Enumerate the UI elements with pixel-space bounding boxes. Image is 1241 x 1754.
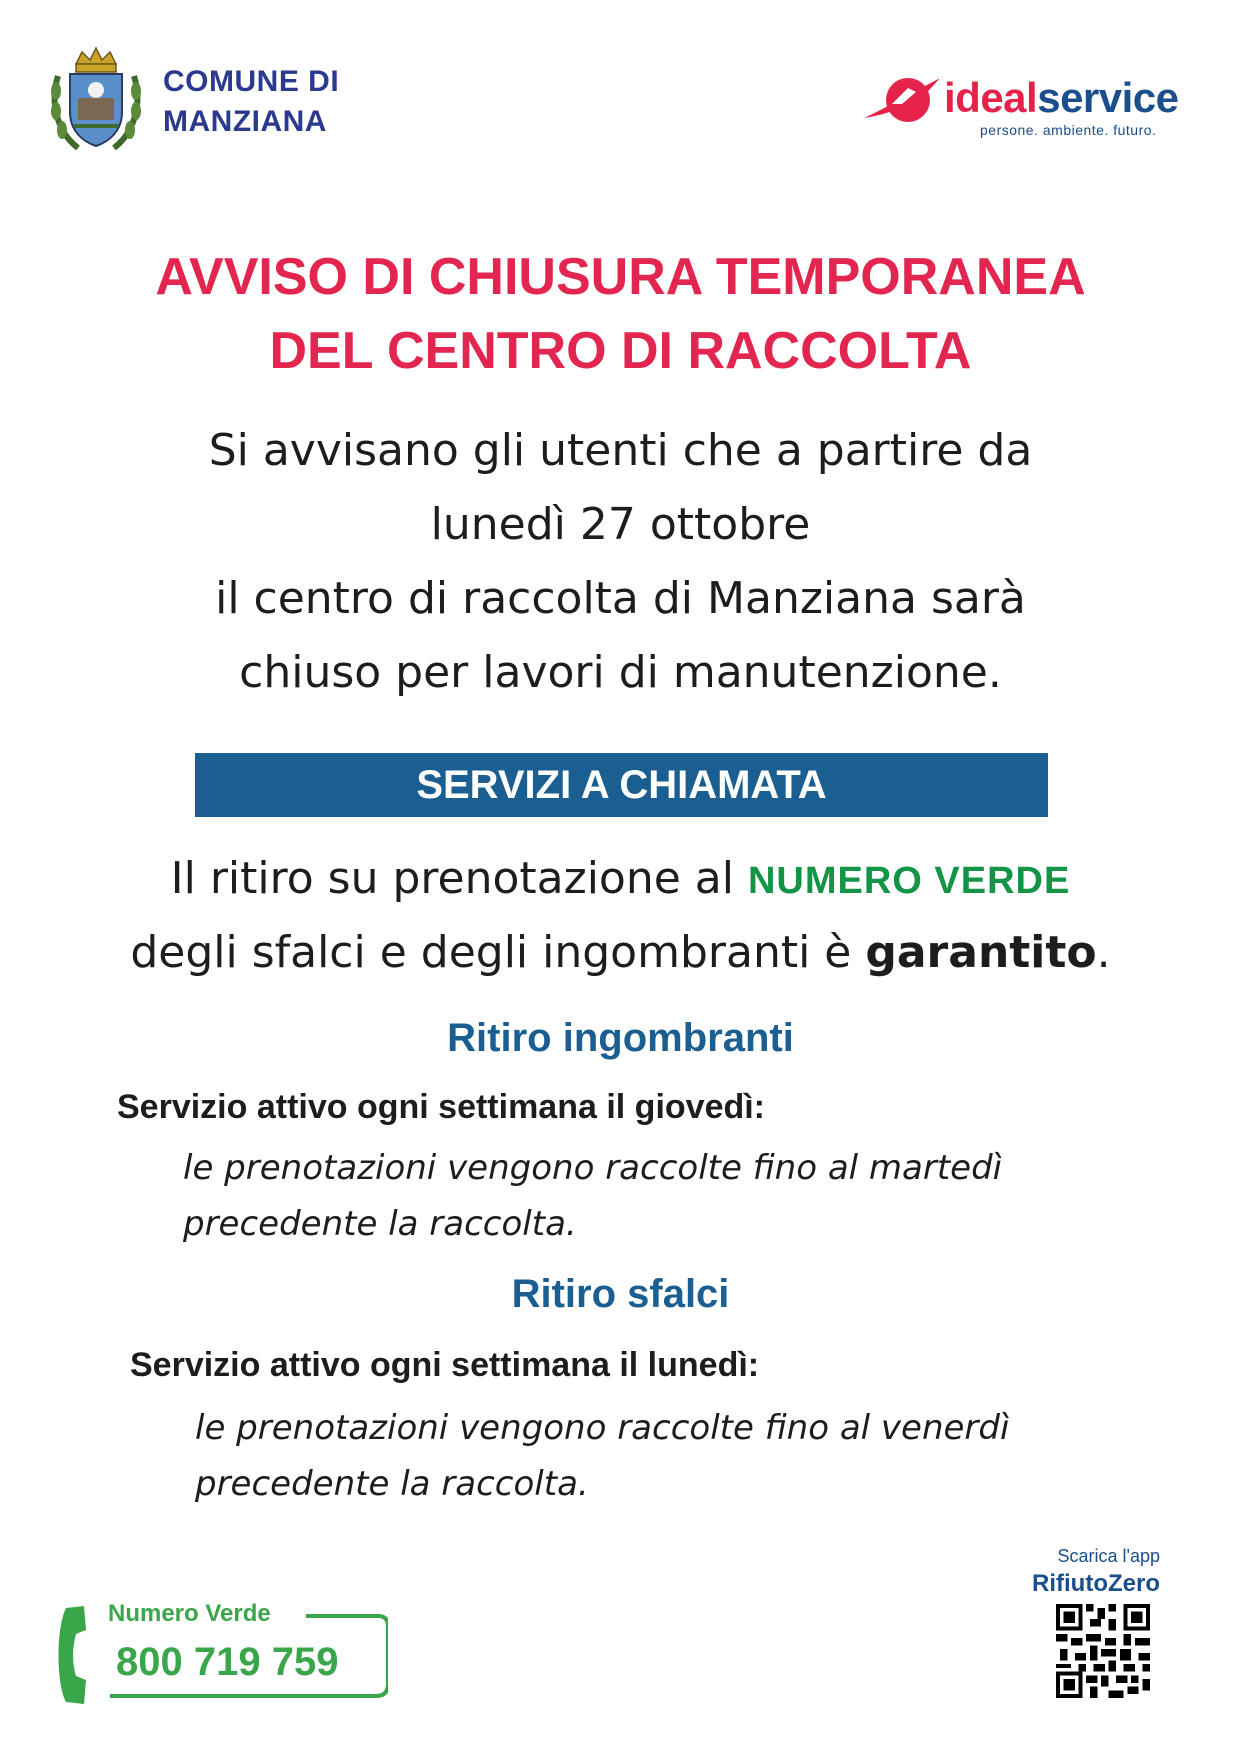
idealservice-logo [862, 74, 1192, 144]
numero-verde-number[interactable]: 800 719 759 [116, 1640, 339, 1684]
services-banner: SERVIZI A CHIAMATA [195, 753, 1048, 817]
sfalci-heading: Ritiro sfalci [511, 1272, 730, 1316]
ingombranti-schedule: Servizio attivo ogni settimana il giovedì: [117, 1088, 766, 1126]
numero-verde-box [58, 1600, 388, 1706]
numero-verde-highlight: NUMERO VERDE [747, 860, 1071, 902]
app-download [1000, 1546, 1160, 1714]
app-name[interactable]: RifiutoZero [1032, 1570, 1160, 1597]
idealservice-logo-icon [862, 74, 946, 138]
app-cta: Scarica l'app [1057, 1546, 1160, 1566]
intro-line4: chiuso per lavori di manutenzione. [239, 647, 1002, 698]
intro-line1: Si avvisano gli utenti che a partire da [208, 425, 1033, 476]
phone-icon [58, 1604, 98, 1710]
comune-crest-icon [48, 46, 144, 156]
notice-title-line1: AVVISO DI CHIUSURA TEMPORANEA [155, 248, 1086, 306]
ingombranti-note: le prenotazioni vengono raccolte fino al martedì precedente la raccolta. [183, 1148, 1003, 1244]
sfalci-schedule: Servizio attivo ogni settimana il lunedì: [130, 1346, 760, 1384]
brand-tagline: persone. ambiente. futuro. [980, 122, 1157, 138]
intro-line3: il centro di raccolta di Manziana sarà [215, 573, 1026, 624]
comune-name: COMUNE DI MANZIANA [163, 65, 340, 138]
intro-date: lunedì 27 ottobre [430, 499, 811, 550]
pickup-line2: degli sfalci e degli ingombranti è garantito. [130, 927, 1111, 978]
ingombranti-heading: Ritiro ingombranti [447, 1016, 794, 1060]
sfalci-note: le prenotazioni vengono raccolte fino al venerdì precedente la raccolta. [195, 1408, 1010, 1504]
notice-title-line2: DEL CENTRO DI RACCOLTA [269, 322, 972, 380]
numero-verde-label: Numero Verde [108, 1600, 271, 1627]
brand-name: idealservice [944, 74, 1179, 121]
pickup-line1: Il ritiro su prenotazione al NUMERO VERDE [170, 853, 1071, 904]
qr-code-icon[interactable] [1056, 1604, 1150, 1702]
